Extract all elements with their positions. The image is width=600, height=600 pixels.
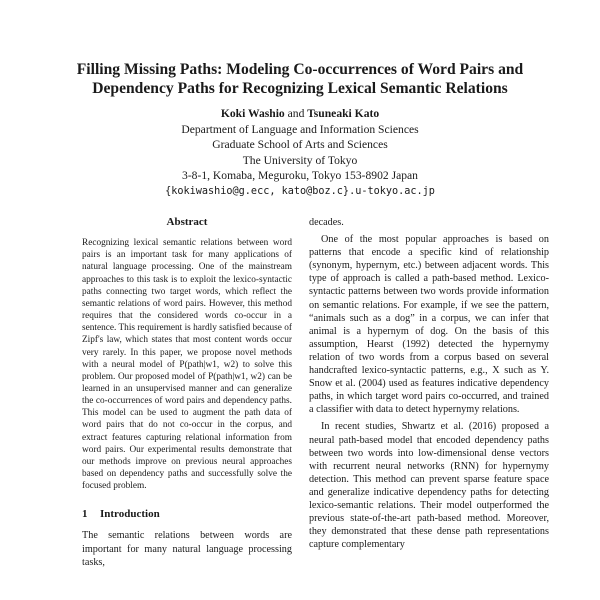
section-number: 1 (82, 508, 88, 521)
abstract-heading: Abstract (166, 216, 208, 228)
affiliation-university: The University of Tokyo (242, 153, 358, 167)
left-column (82, 216, 292, 569)
paper-title: Filling Missing Paths: Modeling Co-occurrences of Word Pairs and Dependency Paths for Recognizing Lexical Semantic Relations (76, 61, 524, 97)
author-emails: {kokiwashio@g.ecc, kato@boz.c}.u-tokyo.ac.jp (165, 185, 435, 197)
author-2: Tsuneaki Kato (307, 107, 380, 120)
right-paragraph-2: One of the most popular approaches is based on patterns that encode a specific kind of relationship (synonym, hypernym, etc.) between adjacent words. This type of approach is called a path-based method. Lexico-syntactic patterns between two words provide information on semantic relations. For example, if we see the pattern, “animals such as a dog” in a corpus, we can infer that animal is a hypernym of dog. On the basis of this assumption, Hearst (1992) detected the hypernymy relation of two words from a corpus based on several handcrafted lexico-syntactic patterns, e.g., X such as Y. Snow et al. (2004) used as features indicative dependency paths, in which target word pairs co-occurred, and trained a classifier with data to detect hypernymy relations. (309, 234, 549, 416)
abstract-text: Recognizing lexical semantic relations between word pairs is an important task for many applications of natural language processing. One of the mainstream approaches to this task is to exploit the lexico-syntactic paths connecting two target words, which reflect the semantic relations of word pairs. However, this method requires that the considered words co-occur in a sentence. This requirement is hardly satisfied because of Zipf's law, which states that most content words occur very rarely. In this paper, we propose novel methods with a neural model of P(path|w1, w2) to solve this problem. Our proposed model of P(path|w1, w2) can be learned in an unsupervised manner and can generalize the co-occurrences of word pairs and dependency paths. This model can be used to augment the path data of word pairs that do not co-occur in the corpus, and extract features capturing relational information from word pairs. Our experimental results demonstrate that our methods improve on previous neural approaches based on dependency paths and successfully solve the focused problem. (82, 238, 292, 492)
right-paragraph-3: In recent studies, Shwartz et al. (2016) proposed a neural path-based model that encoded dependency paths between two words into low-dimensional dense vectors with recurrent neural networks (RNN) for hypernymy detection. This method can prevent sparse feature space and generalize indicative dependency paths for detecting lexico-semantic relations. Their model outperformed the previous state-of-the-art path-based method. Moreover, they demonstrated that these dense path representations capture complementary (309, 421, 549, 551)
affiliation-school: Graduate School of Arts and Sciences (212, 138, 388, 151)
section-title: Introduction (100, 508, 160, 521)
affiliation-department: Department of Language and Information Sciences (181, 122, 419, 136)
affiliation-address: 3-8-1, Komaba, Meguroku, Tokyo 153-8902 Japan (182, 169, 418, 182)
author-names (40, 106, 560, 122)
section-heading-introduction (82, 508, 292, 521)
author-block (40, 106, 560, 199)
right-paragraph-1: decades. (309, 217, 344, 228)
author-1: Koki Washio (220, 107, 285, 120)
right-column (309, 216, 549, 555)
intro-paragraph: The semantic relations between words are important for many natural language processing tasks, (82, 530, 292, 568)
author-connector: and (287, 107, 305, 120)
